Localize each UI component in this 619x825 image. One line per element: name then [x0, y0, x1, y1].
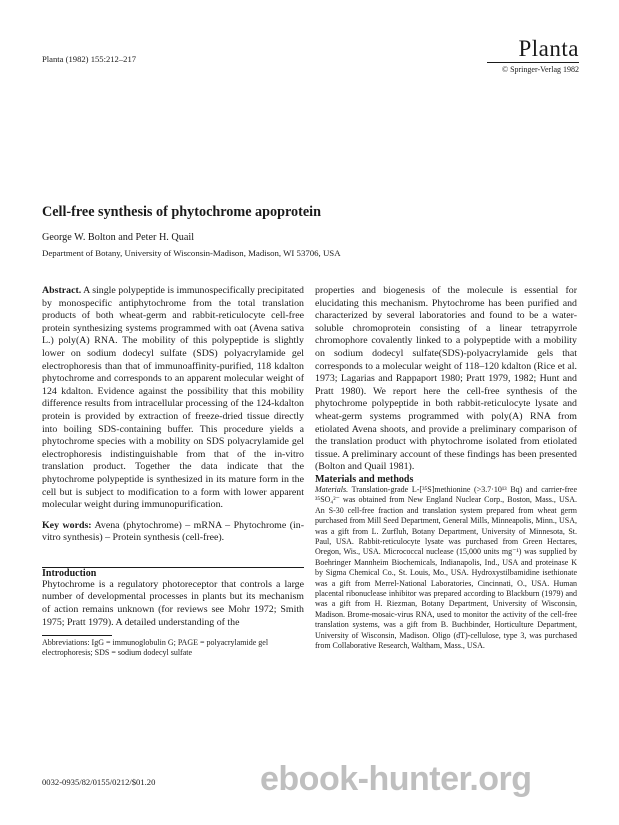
- left-column: [42, 285, 304, 658]
- footnote-rule: [42, 635, 112, 636]
- journal-brand: Planta: [518, 36, 579, 61]
- right-column: [315, 285, 577, 651]
- article-authors: George W. Bolton and Peter H. Quail: [42, 232, 195, 243]
- watermark-text: ebook-hunter.org: [260, 760, 532, 798]
- article-title: Cell-free synthesis of phytochrome apoprotein: [42, 204, 322, 220]
- journal-citation: Planta (1982) 155:212–217: [42, 54, 137, 64]
- copyright-line: © Springer-Verlag 1982: [501, 65, 579, 74]
- abstract-text: A single polypeptide is immunospecifically precipitated by monospecific antiphytochrome from the total translation products of both wheat-germ and rabbit-reticulocyte cell-free protein synthesizing systems programmed with oat (Avena sativa L.) poly(A) RNA. The mobility of this polypeptide is slightly lower on sodium dodecyl sulfate (SDS) polyacrylamide gel electrophoresis than that of immunoaffinity-purified, 118 kdalton phytochrome and corresponds to an apparent molecular weight of 124 kdalton. Evidence against the possibility that this mobility difference results from intracellular processing of the 124-kdalton protein is provided by extraction of freeze-dried tissue directly into boiling SDS-containing buffer. This procedure yields a phytochrome species with a mobility on SDS polyacrylamide gel electrophoresis indistinguishable from that of the in-vitro translation product. Together the data indicate that the phytochrome polypeptide is synthesized in its mature form in the cell but is subject to modification to a form with lower apparent molecular weight during immunopurification.: [42, 285, 304, 511]
- keywords-label: Key words:: [42, 519, 92, 531]
- abstract-label: Abstract.: [42, 285, 82, 296]
- keywords-text: Avena (phytochrome) – mRNA – Phytochrome (in-vitro synthesis) – Protein synthesis (cell-free).: [42, 519, 304, 544]
- journal-masthead: [487, 38, 579, 74]
- introduction-heading: Introduction: [42, 567, 97, 579]
- abbreviations-footnote: Abbreviations: IgG = immunoglobulin G; PAGE = polyacrylamide gel electrophoresis; SDS = sodium dodecyl sulfate: [42, 638, 269, 658]
- introduction-text: Phytochrome is a regulatory photoreceptor that controls a large number of developmental processes in plants but its mechanism of action remains unknown (for reviews see Mohr 1972; Smith 1975; Pratt 1979). A detailed understanding of the: [42, 578, 304, 628]
- methods-heading: Materials and methods: [315, 473, 414, 485]
- materials-text: Translation-grade L-[³⁵S]methionine (>3.7·10¹³ Bq) and carrier-free ³⁵SO₄²⁻ was obtained from New England Nuclear Corp., Boston, Mass., USA. An S-30 cell-free fraction and translation system prepared from wheat germ purchased from Mill Seed Department, General Mills, Minneapolis, Minn., USA, was a gift from L. Zurfluh, Botany Department, University of Minnesota, St. Paul, USA. Rabbit-reticulocyte lysate was purchased from Green Hectares, Oregon, Wis., USA. Micrococcal nuclease (15,000 units mg⁻¹) was supplied by Boehringer Mannheim Biochemicals, Indianapolis, Ind., USA and proteinase K by Sigma Chemical Co., St. Louis, Mo., USA. Hydroxystilbamidine isethionate was a gift from Merrel-National Laboratories, Cincinnati, O., USA. Human placental ribonuclease inhibitor was prepared according to Blackburn (1979) and was a gift from H. Riezman, Botany Department, University of Wisconsin, Madison. Brome-mosaic-virus RNA, used to monitor the activity of the cell-free translation systems, was a gift from B. Buchbinder, Horticulture Department, University of Wisconsin, Madison. Oligo (dT)-cellulose, type 3, was purchased from Collaborative Research, Waltham, Mass., USA.: [315, 484, 577, 650]
- issn-line: 0032-0935/82/0155/0212/$01.20: [42, 777, 156, 787]
- brand-rule: [487, 62, 579, 63]
- materials-label: Materials.: [315, 484, 349, 494]
- materials-paragraph: [315, 485, 577, 652]
- author-affiliation: Department of Botany, University of Wisconsin-Madison, Madison, WI 53706, USA: [42, 248, 341, 258]
- abstract: [42, 285, 304, 512]
- introduction-continuation: properties and biogenesis of the molecule is essential for elucidating this mechanism. Phytochrome has been purified and characterized by several laboratories and found to be a water-soluble chromoprotein consisting of a linear tetrapyrrole chromophore covalently linked to a polypeptide with a mobility on sodium dodecyl sulfate(SDS)-polyacrylamide gels that corresponds to a molecular weight of 118–120 kdalton (Rice et al. 1973; Lagarias and Rappaport 1980; Pratt 1979, 1982; Hunt and Pratt 1980). We report here the cell-free synthesis of the phytochrome polypeptide in both rabbit-reticulocyte lysate and wheat-germ systems programmed with poly(A) RNA from etiolated Avena shoots, and provide a preliminary comparison of the translation product with phytochrome isolated from etiolated tissue. A preliminary account of these findings has been presented (Bolton and Quail 1981).: [315, 285, 577, 473]
- keywords: [42, 520, 304, 545]
